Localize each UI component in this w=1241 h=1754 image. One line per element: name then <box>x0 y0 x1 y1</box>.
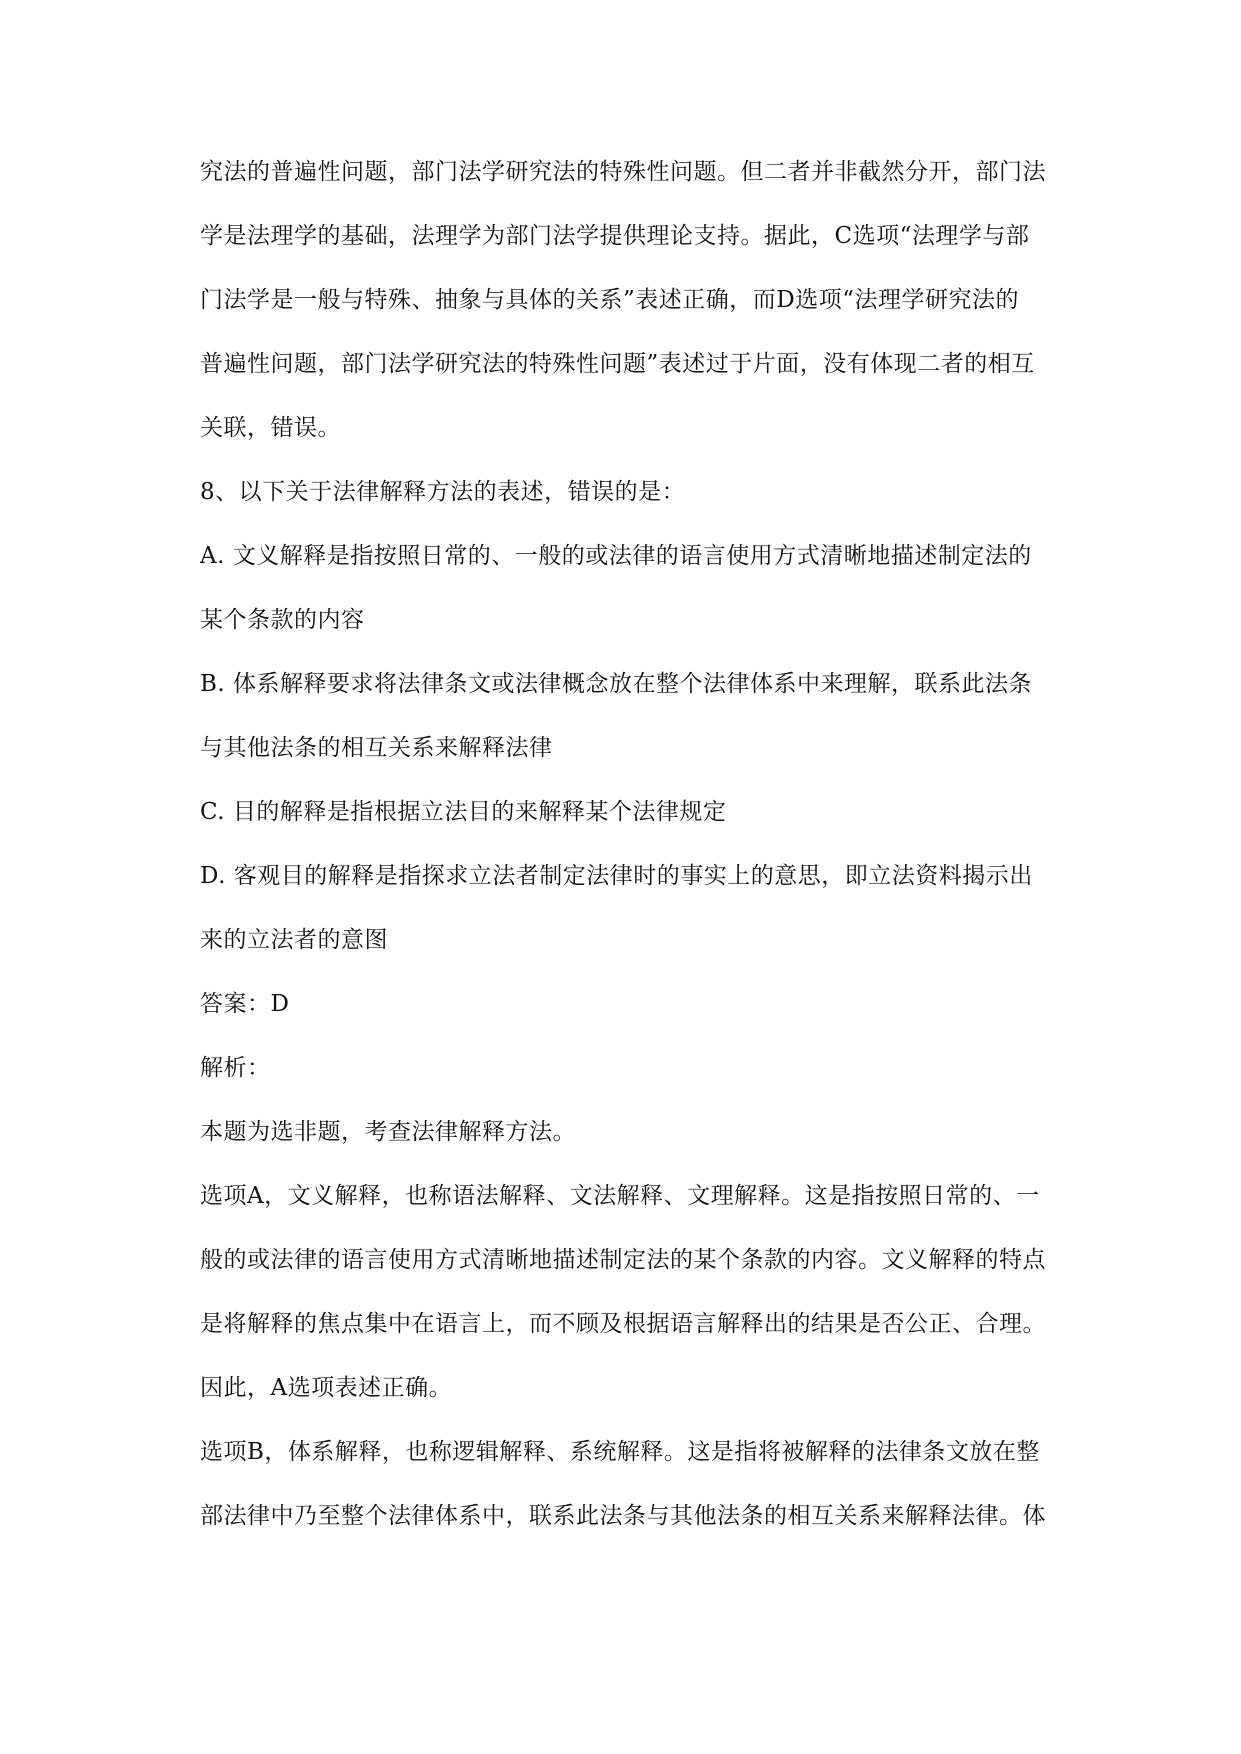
analysis-option-a <box>200 1164 1090 1420</box>
answer-text: 答案：D <box>200 991 290 1017</box>
text-line: 某个条款的内容 <box>200 607 365 633</box>
answer <box>200 972 1090 1036</box>
option-d <box>200 844 1090 972</box>
text-line: 门法学是一般与特殊、抽象与具体的关系”表述正确，而D选项“法理学研究法的 <box>200 287 1019 313</box>
option-b <box>200 652 1090 780</box>
text-line: 究法的普遍性问题，部门法学研究法的特殊性问题。但二者并非截然分开，部门法 <box>200 159 1046 185</box>
text-line: 是将解释的焦点集中在语言上，而不顾及根据语言解释出的结果是否公正、合理。 <box>200 1311 1046 1337</box>
text-line: 部法律中乃至整个法律体系中，联系此法条与其他法条的相互关系来解释法律。体 <box>200 1503 1046 1529</box>
text-line: B. 体系解释要求将法律条文或法律概念放在整个法律体系中来理解，联系此法条 <box>200 671 1033 697</box>
text-line: 因此，A选项表述正确。 <box>200 1375 453 1401</box>
text-line: 来的立法者的意图 <box>200 927 388 953</box>
text-line: A. 文义解释是指按照日常的、一般的或法律的语言使用方式清晰地描述制定法的 <box>200 543 1032 569</box>
text-line: 般的或法律的语言使用方式清晰地描述制定法的某个条款的内容。文义解释的特点 <box>200 1247 1046 1273</box>
option-a <box>200 524 1090 652</box>
text-line: 与其他法条的相互关系来解释法律 <box>200 735 553 761</box>
text-line: 本题为选非题，考查法律解释方法。 <box>200 1119 576 1145</box>
option-c <box>200 780 1090 844</box>
text-line: D. 客观目的解释是指探求立法者制定法律时的事实上的意思，即立法资料揭示出 <box>200 863 1033 889</box>
analysis-option-b <box>200 1420 1090 1548</box>
text-line: 学是法理学的基础，法理学为部门法学提供理论支持。据此，C选项“法理学与部 <box>200 223 1030 249</box>
analysis-intro <box>200 1100 1090 1164</box>
question-stem: 8、以下关于法律解释方法的表述，错误的是： <box>200 479 686 505</box>
analysis-label: 解析： <box>200 1055 271 1081</box>
text-line: 关联，错误。 <box>200 415 341 441</box>
analysis-heading <box>200 1036 1090 1100</box>
document-body <box>200 140 1090 1548</box>
text-line: 选项A，文义解释，也称语法解释、文法解释、文理解释。这是指按照日常的、一 <box>200 1183 1040 1209</box>
question-8 <box>200 460 1090 524</box>
text-line: 选项B，体系解释，也称逻辑解释、系统解释。这是指将被解释的法律条文放在整 <box>200 1439 1040 1465</box>
text-line: 普遍性问题，部门法学研究法的特殊性问题”表述过于片面，没有体现二者的相互 <box>200 351 1035 377</box>
text-line: C. 目的解释是指根据立法目的来解释某个法律规定 <box>200 799 727 825</box>
paragraph-prev-analysis <box>200 140 1090 460</box>
